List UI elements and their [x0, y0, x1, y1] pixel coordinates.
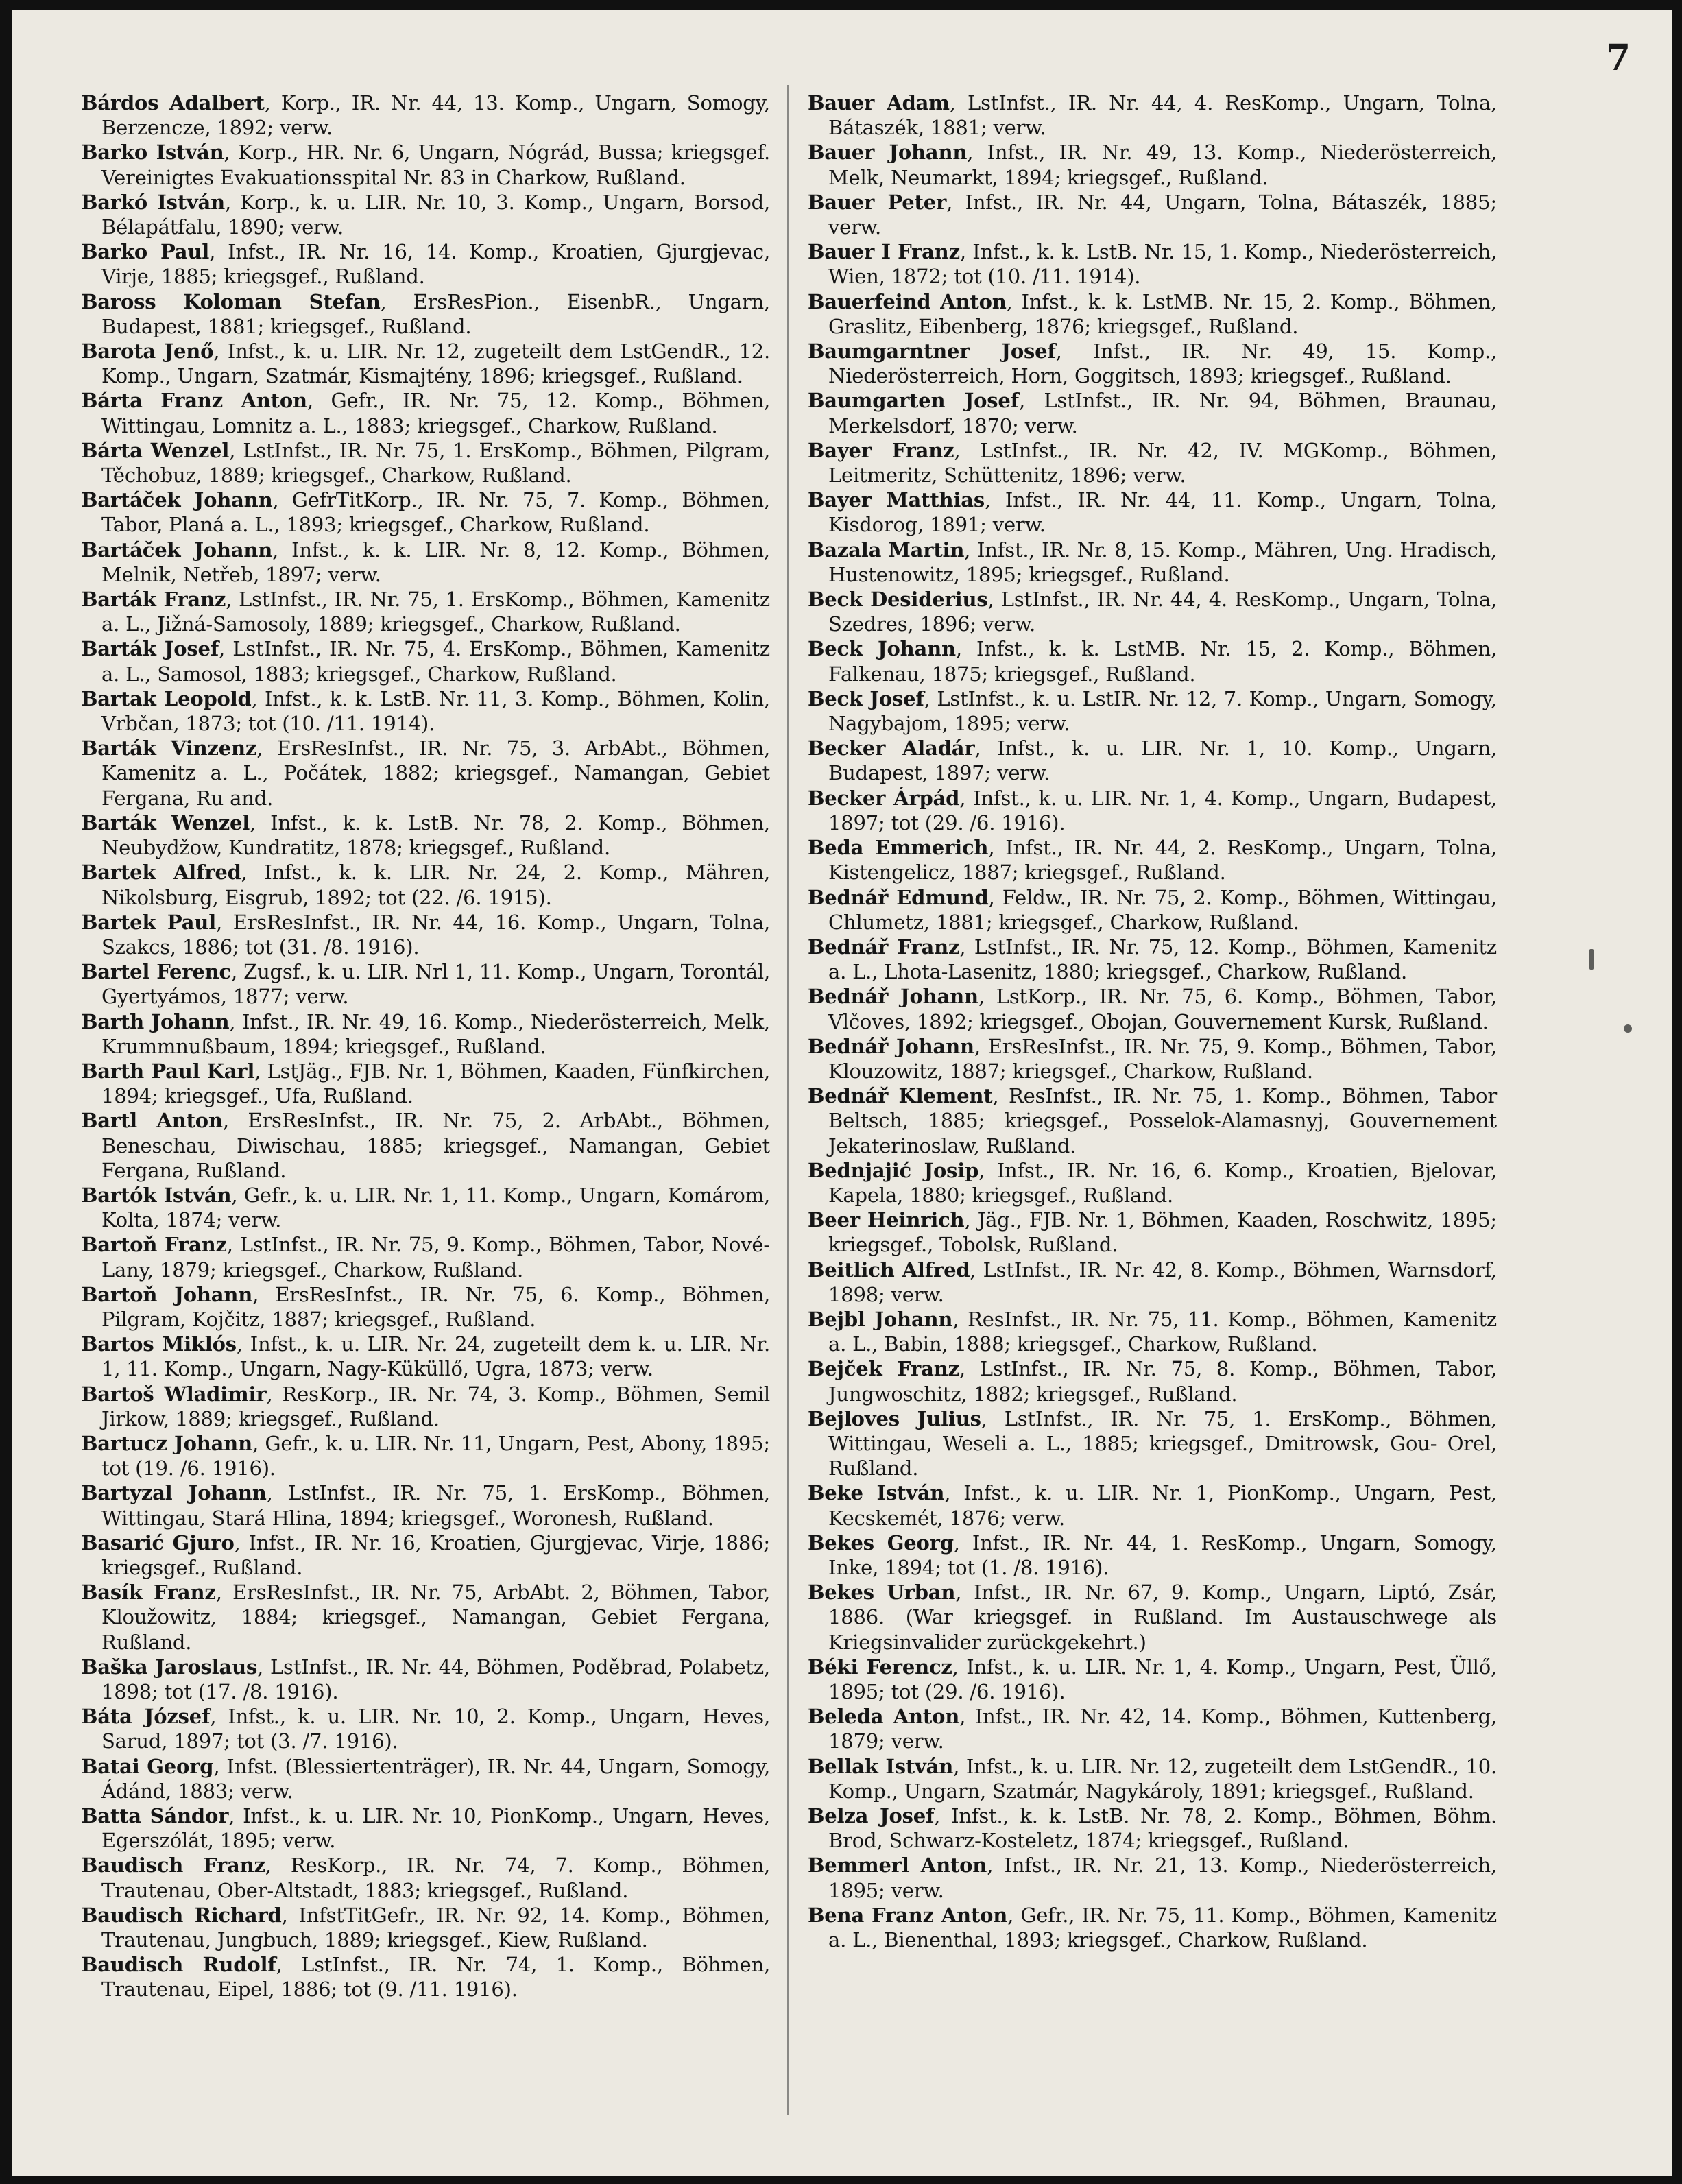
register-entry: [808, 1307, 1497, 1356]
entry-details: , Infst., k. k. LstB. Nr. 78, 2. Komp., Böhmen, Neubydžow, Kundratitz, 1878; kriegsgef., Rußland.: [101, 811, 771, 860]
entry-name: Bartek Paul: [81, 910, 217, 934]
register-entry: [808, 1655, 1497, 1704]
entry-name: Beleda Anton: [808, 1705, 960, 1729]
entry-name: Bazala Martin: [808, 538, 965, 562]
register-entry: [808, 1754, 1497, 1803]
entry-name: Barth Johann: [81, 1009, 230, 1033]
register-entry: [81, 438, 770, 488]
entry-details: , LstInfst., IR. Nr. 75, 1. ErsKomp., Böhmen, Wittingau, Weseli a. L., 1885; kriegsgef., Dmitrowsk, Gou- Orel, Rußland.: [828, 1406, 1497, 1480]
entry-details: , Infst., IR. Nr. 16, 6. Komp., Kroatien, Bjelovar, Kapela, 1880; kriegsgef., Rußland.: [828, 1158, 1497, 1207]
column-divider: [787, 85, 789, 2115]
entry-name: Beda Emmerich: [808, 836, 989, 860]
entry-name: Bartoš Wladimir: [81, 1382, 267, 1406]
document-page: [12, 10, 1672, 2176]
register-entry: [81, 736, 770, 811]
register-entry: [81, 1332, 770, 1381]
entry-name: Belza Josef: [808, 1804, 935, 1828]
entry-details: , ResInfst., IR. Nr. 75, 11. Komp., Böhmen, Kamenitz a. L., Babin, 1888; kriegsgef., Charkow, Rußland.: [828, 1307, 1497, 1356]
entry-name: Barták Vinzenz: [81, 736, 257, 760]
register-entry: [81, 1282, 770, 1332]
register-entry: [81, 1431, 770, 1480]
entry-name: Báta József: [81, 1705, 211, 1729]
entry-details: , Infst., k. k. LstB. Nr. 78, 2. Komp., Böhmen, Böhm. Brod, Schwarz-Kosteletz, 1874; kriegsgef., Rußland.: [828, 1804, 1497, 1853]
entry-name: Baudisch Richard: [81, 1903, 282, 1927]
register-entry: [81, 636, 770, 686]
register-entry: [808, 1531, 1497, 1580]
register-entry: [808, 636, 1497, 686]
entry-details: , LstInfst., IR. Nr. 75, 1. ErsKomp., Böhmen, Kamenitz a. L., Jižná-Samosoly, 1889; kriegsgef., Charkow, Rußland.: [101, 588, 770, 636]
register-entry: [808, 239, 1497, 289]
entry-details: , Infst., k. u. LIR. Nr. 1, PionKomp., Ungarn, Pest, Kecskemét, 1876; verw.: [828, 1481, 1497, 1530]
entry-name: Beitlich Alfred: [808, 1258, 970, 1282]
register-entry: [808, 736, 1497, 785]
entry-details: , LstInfst., IR. Nr. 42, 8. Komp., Böhmen, Warnsdorf, 1898; verw.: [828, 1258, 1498, 1306]
entry-details: , LstInfst., IR. Nr. 44, Böhmen, Poděbrad, Polabetz, 1898; tot (17. /8. 1916).: [101, 1655, 770, 1703]
entry-details: , Infst., IR. Nr. 42, 14. Komp., Böhmen, Kuttenberg, 1879; verw.: [828, 1705, 1497, 1753]
entry-details: , Infst., k. k. LIR. Nr. 24, 2. Komp., Mähren, Nikolsburg, Eisgrub, 1892; tot (22. /6. 1915).: [101, 861, 771, 909]
entry-details: , Infst., IR. Nr. 49, 16. Komp., Niederösterreich, Melk, Krummnußbaum, 1894; kriegsgef., Rußland.: [101, 1009, 771, 1058]
register-entry: [808, 1083, 1497, 1158]
entry-name: Bellak István: [808, 1754, 954, 1778]
entry-name: Becker Aladár: [808, 736, 975, 760]
entry-details: , Infst., k. u. LIR. Nr. 1, 4. Komp., Ungarn, Budapest, 1897; tot (29. /6. 1916).: [828, 786, 1498, 835]
entry-details: , Infst., IR. Nr. 44, Ungarn, Tolna, Bátaszék, 1885; verw.: [828, 190, 1497, 239]
register-entry: [808, 786, 1497, 835]
entry-details: , LstInfst., IR. Nr. 42, IV. MGKomp., Böhmen, Leitmeritz, Schüttenitz, 1896; verw.: [828, 438, 1497, 488]
entry-details: , Infst., k. u. LIR. Nr. 10, 2. Komp., Ungarn, Heves, Sarud, 1897; tot (3. /7. 1916).: [101, 1705, 770, 1753]
entry-name: Beck Josef: [808, 686, 924, 710]
entry-details: , LstKorp., IR. Nr. 75, 6. Komp., Böhmen, Tabor, Vlčoves, 1892; kriegsgef., Obojan, Gouvernement Kursk, Rußland.: [828, 985, 1498, 1033]
register-entry: [808, 835, 1497, 885]
register-entry: [808, 1853, 1497, 1902]
register-entry: [808, 538, 1497, 587]
entry-details: , LstInfst., IR. Nr. 94, Böhmen, Braunau, Merkelsdorf, 1870; verw.: [828, 389, 1498, 437]
register-entry: [808, 984, 1497, 1033]
entry-name: Bárdos Adalbert: [81, 91, 265, 115]
entry-name: Barták Franz: [81, 588, 226, 612]
register-entry: [81, 910, 770, 959]
entry-name: Beer Heinrich: [808, 1208, 965, 1232]
register-entry: [808, 1406, 1497, 1481]
entry-details: , Infst., IR. Nr. 67, 9. Komp., Ungarn, Liptó, Zsár, 1886. (War kriegsgef. in Rußland. Im Austauschwege als Kriegsinvalider zurückgekehrt.): [828, 1581, 1497, 1654]
register-entry: [81, 1108, 770, 1183]
entry-name: Bejloves Julius: [808, 1406, 981, 1430]
entry-details: , LstInfst., IR. Nr. 75, 8. Komp., Böhmen, Tabor, Jungwoschitz, 1882; kriegsgef., Rußland.: [828, 1357, 1498, 1406]
entry-details: , Infst., k. k. LIR. Nr. 8, 12. Komp., Böhmen, Melnik, Netřeb, 1897; verw.: [101, 538, 770, 586]
register-entry: [81, 860, 770, 909]
register-entry: [808, 339, 1497, 388]
entry-details: , LstInfst., IR. Nr. 44, 4. ResKomp., Ungarn, Tolna, Bátaszék, 1881; verw.: [828, 91, 1498, 140]
register-entry: [81, 811, 770, 860]
entry-details: , Feldw., IR. Nr. 75, 2. Komp., Böhmen, Wittingau, Chlumetz, 1881; kriegsgef., Charkow, Rußland.: [828, 885, 1497, 934]
page-number: 7: [1605, 37, 1631, 79]
entry-name: Bartók István: [81, 1183, 232, 1207]
register-entry: [81, 1853, 770, 1902]
entry-details: , Infst., k. u. LIR. Nr. 1, 10. Komp., Ungarn, Budapest, 1897; verw.: [828, 736, 1497, 785]
register-entry: [81, 1531, 770, 1580]
register-entry: [808, 935, 1497, 984]
entry-name: Barták Wenzel: [81, 811, 250, 835]
register-entry: [81, 1952, 770, 2002]
entry-name: Bartoň Johann: [81, 1282, 253, 1306]
register-entry: [808, 388, 1497, 437]
entry-name: Bednář Franz: [808, 935, 960, 959]
register-entry: [81, 1059, 770, 1108]
entry-details: , InfstTitGefr., IR. Nr. 92, 14. Komp., Böhmen, Trautenau, Jungbuch, 1889; kriegsgef., Kiew, Rußland.: [101, 1903, 770, 1952]
register-entry: [81, 1183, 770, 1232]
entry-name: Bartoň Franz: [81, 1233, 227, 1257]
entry-details: , ResKorp., IR. Nr. 74, 7. Komp., Böhmen, Trautenau, Ober-Altstadt, 1883; kriegsgef., Rußland.: [101, 1853, 770, 1902]
print-speck: [1624, 1024, 1632, 1033]
entry-name: Beck Desiderius: [808, 588, 988, 612]
register-entry: [81, 1704, 770, 1753]
register-entry: [808, 1480, 1497, 1530]
entry-name: Bednář Johann: [808, 1034, 974, 1058]
entry-name: Bednář Klement: [808, 1084, 993, 1108]
entry-details: , LstInfst., IR. Nr. 74, 1. Komp., Böhmen, Trautenau, Eipel, 1886; tot (9. /11. 1916).: [101, 1953, 770, 2002]
register-entry: [808, 190, 1497, 239]
entry-name: Bayer Franz: [808, 438, 954, 462]
entry-details: , Jäg., FJB. Nr. 1, Böhmen, Kaaden, Roschwitz, 1895; kriegsgef., Tobolsk, Rußland.: [828, 1208, 1497, 1257]
register-entry: [808, 1158, 1497, 1208]
entry-name: Basík Franz: [81, 1581, 216, 1605]
entry-details: , Infst., k. u. LIR. Nr. 12, zugeteilt dem LstGendR., 10. Komp., Ungarn, Szatmár, Nagykároly, 1891; kriegsgef., Rußland.: [828, 1754, 1497, 1803]
entry-details: , Infst., k. u. LIR. Nr. 10, PionKomp., Ungarn, Heves, Egerszólát, 1895; verw.: [101, 1804, 770, 1853]
register-entry: [808, 1356, 1497, 1406]
entry-name: Bednjajić Josip: [808, 1158, 979, 1182]
register-entry: [81, 239, 770, 289]
entry-details: , Gefr., k. u. LIR. Nr. 1, 11. Komp., Ungarn, Komárom, Kolta, 1874; verw.: [101, 1183, 771, 1232]
entry-details: , Infst. (Blessiertenträger), IR. Nr. 44, Ungarn, Somogy, Ádánd, 1883; verw.: [101, 1754, 770, 1803]
entry-details: , GefrTitKorp., IR. Nr. 75, 7. Komp., Böhmen, Tabor, Planá a. L., 1893; kriegsgef., Charkow, Rußland.: [101, 488, 770, 537]
register-entry: [81, 1480, 770, 1530]
register-entry: [81, 1754, 770, 1803]
register-entry: [81, 190, 770, 239]
entry-name: Barko István: [81, 141, 224, 165]
entry-name: Beck Johann: [808, 637, 956, 661]
register-entry: [808, 438, 1497, 488]
register-entry: [81, 587, 770, 636]
register-entry: [808, 587, 1497, 636]
entry-details: , Infst., IR. Nr. 21, 13. Komp., Niederösterreich, 1895; verw.: [828, 1853, 1498, 1902]
register-entry: [81, 289, 770, 339]
entry-details: , Gefr., IR. Nr. 75, 11. Komp., Böhmen, Kamenitz a. L., Bienenthal, 1893; kriegsgef., Charkow, Rußland.: [828, 1903, 1497, 1952]
entry-name: Bena Franz Anton: [808, 1903, 1008, 1927]
entry-details: , Infst., IR. Nr. 49, 15. Komp., Niederösterreich, Horn, Goggitsch, 1893; kriegsgef., Rußland.: [828, 339, 1497, 388]
entry-name: Baumgarntner Josef: [808, 339, 1056, 363]
entry-name: Basarić Gjuro: [81, 1531, 235, 1555]
entry-details: , Infst., IR. Nr. 16, 14. Komp., Kroatien, Gjurgjevac, Virje, 1885; kriegsgef., Rußland.: [101, 240, 770, 289]
entry-name: Becker Árpád: [808, 786, 960, 810]
entry-name: Bayer Matthias: [808, 488, 985, 512]
register-entry: [808, 686, 1497, 736]
entry-name: Bednář Edmund: [808, 885, 989, 909]
register-entry: [81, 140, 770, 189]
entry-name: Bauer Peter: [808, 190, 947, 214]
entry-name: Béki Ferencz: [808, 1655, 952, 1679]
entry-name: Bauer I Franz: [808, 240, 960, 264]
entry-details: , Infst., k. u. LIR. Nr. 12, zugeteilt dem LstGendR., 12. Komp., Ungarn, Szatmár, Kismajtény, 1896; kriegsgef., Rußland.: [101, 339, 770, 388]
entry-details: , Gefr., k. u. LIR. Nr. 11, Ungarn, Pest, Abony, 1895; tot (19. /6. 1916).: [101, 1431, 770, 1480]
register-entry: [81, 538, 770, 587]
register-entry: [808, 289, 1497, 339]
register-entry: [808, 1803, 1497, 1853]
entry-name: Barth Paul Karl: [81, 1059, 255, 1083]
entry-name: Baška Jaroslaus: [81, 1655, 258, 1679]
entry-name: Bartucz Johann: [81, 1431, 252, 1455]
entry-details: , ResInfst., IR. Nr. 75, 1. Komp., Böhmen, Tabor Beltsch, 1885; kriegsgef., Posselok-Alamasnyj, Gouvernement Jekaterinoslaw, Rußland.: [828, 1084, 1497, 1157]
entry-details: , Zugsf., k. u. LIR. Nrl 1, 11. Komp., Ungarn, Torontál, Gyertyámos, 1877; verw.: [101, 960, 770, 1009]
entry-name: Beke István: [808, 1481, 945, 1505]
entry-name: Bárta Franz Anton: [81, 389, 307, 413]
entry-details: , LstJäg., FJB. Nr. 1, Böhmen, Kaaden, Fünfkirchen, 1894; kriegsgef., Ufa, Rußland.: [101, 1059, 770, 1108]
register-entry: [81, 1009, 770, 1059]
entry-name: Bartek Alfred: [81, 861, 241, 885]
register-entry: [808, 1903, 1497, 1952]
entry-name: Barták Josef: [81, 637, 219, 661]
entry-details: , ErsResPion., EisenbR., Ungarn, Budapest, 1881; kriegsgef., Rußland.: [101, 289, 770, 338]
entry-details: , Infst., k. u. LIR. Nr. 1, 4. Komp., Ungarn, Pest, Üllő, 1895; tot (29. /6. 1916).: [828, 1655, 1497, 1703]
register-entry: [808, 488, 1497, 537]
entry-name: Baumgarten Josef: [808, 389, 1019, 413]
entry-details: , Korp., HR. Nr. 6, Ungarn, Nógrád, Bussa; kriegsgef. Vereinigtes Evakuationsspital Nr. 83 in Charkow, Rußland.: [101, 141, 770, 189]
entry-name: Batai Georg: [81, 1754, 214, 1778]
entry-details: , ResKorp., IR. Nr. 74, 3. Komp., Böhmen, Semil Jirkow, 1889; kriegsgef., Rußland.: [101, 1382, 770, 1430]
entry-details: , ErsResInfst., IR. Nr. 44, 16. Komp., Ungarn, Tolna, Szakcs, 1886; tot (31. /8. 1916).: [101, 910, 770, 959]
register-entry: [81, 1382, 770, 1431]
entry-name: Bauer Johann: [808, 141, 968, 165]
entry-name: Bartáček Johann: [81, 488, 273, 512]
register-entry: [81, 488, 770, 537]
entry-name: Bekes Urban: [808, 1581, 956, 1605]
entry-details: , Infst., IR. Nr. 44, 11. Komp., Ungarn, Tolna, Kisdorog, 1891; verw.: [828, 488, 1497, 537]
entry-name: Bauerfeind Anton: [808, 289, 1007, 313]
entry-name: Bartl Anton: [81, 1109, 223, 1133]
entry-details: , ErsResInfst., IR. Nr. 75, 6. Komp., Böhmen, Pilgram, Kojčitz, 1887; kriegsgef., Rußland.: [101, 1282, 770, 1331]
entry-details: , Korp., IR. Nr. 44, 13. Komp., Ungarn, Somogy, Berzencze, 1892; verw.: [101, 91, 770, 140]
entry-details: , LstInfst., k. u. LstIR. Nr. 12, 7. Komp., Ungarn, Somogy, Nagybajom, 1895; verw.: [828, 686, 1497, 736]
entry-details: , ErsResInfst., IR. Nr. 75, 3. ArbAbt., Böhmen, Kamenitz a. L., Počátek, 1882; kriegsgef., Namangan, Gebiet Fergana, Ru and.: [101, 736, 770, 810]
right-column: [808, 91, 1497, 1952]
print-speck: [1589, 949, 1594, 970]
entry-details: , ErsResInfst., IR. Nr. 75, 2. ArbAbt., Böhmen, Beneschau, Diwischau, 1885; kriegsgef., Namangan, Gebiet Fergana, Rußland.: [101, 1109, 770, 1182]
entry-details: , LstInfst., IR. Nr. 75, 1. ErsKomp., Böhmen, Pilgram, Těchobuz, 1889; kriegsgef., Charkow, Rußland.: [101, 438, 771, 488]
entry-name: Bejbl Johann: [808, 1307, 953, 1331]
entry-name: Bartel Ferenc: [81, 960, 231, 984]
entry-name: Bekes Georg: [808, 1531, 954, 1555]
entry-details: , Korp., k. u. LIR. Nr. 10, 3. Komp., Ungarn, Borsod, Bélapátfalu, 1890; verw.: [101, 190, 770, 239]
entry-name: Batta Sándor: [81, 1804, 229, 1828]
register-entry: [808, 1704, 1497, 1753]
register-entry: [81, 91, 770, 140]
entry-name: Baross Koloman Stefan: [81, 289, 381, 313]
entry-details: , Infst., IR. Nr. 44, 2. ResKomp., Ungarn, Tolna, Kistengelicz, 1887; kriegsgef., Rußland.: [828, 836, 1497, 885]
entry-name: Barko Paul: [81, 240, 210, 264]
register-entry: [808, 1258, 1497, 1307]
entry-name: Bárta Wenzel: [81, 438, 230, 462]
entry-details: , LstInfst., IR. Nr. 75, 4. ErsKomp., Böhmen, Kamenitz a. L., Samosol, 1883; kriegsgef., Charkow, Rußland.: [101, 637, 770, 686]
entry-name: Bartáček Johann: [81, 538, 273, 562]
entry-name: Bemmerl Anton: [808, 1853, 987, 1877]
entry-name: Barota Jenő: [81, 339, 214, 363]
entry-details: , Infst., k. k. LstB. Nr. 15, 1. Komp., Niederösterreich, Wien, 1872; tot (10. /11. 1914).: [828, 240, 1497, 289]
entry-details: , LstInfst., IR. Nr. 75, 1. ErsKomp., Böhmen, Wittingau, Stará Hlina, 1894; kriegsgef., Woronesh, Rußland.: [101, 1481, 770, 1530]
entry-details: , Infst., IR. Nr. 44, 1. ResKomp., Ungarn, Somogy, Inke, 1894; tot (1. /8. 1916).: [828, 1531, 1497, 1579]
entry-name: Bednář Johann: [808, 985, 978, 1009]
register-entry: [81, 1580, 770, 1655]
register-entry: [808, 885, 1497, 935]
register-entry: [81, 339, 770, 388]
register-entry: [808, 1034, 1497, 1083]
register-entry: [81, 1655, 770, 1704]
entry-details: , Infst., k. u. LIR. Nr. 24, zugeteilt dem k. u. LIR. Nr. 1, 11. Komp., Ungarn, Nagy-Küküllő, Ugra, 1873; verw.: [101, 1332, 770, 1381]
register-entry: [808, 140, 1497, 189]
register-entry: [81, 686, 770, 736]
entry-details: , ErsResInfst., IR. Nr. 75, ArbAbt. 2, Böhmen, Tabor, Kloužowitz, 1884; kriegsgef., Namangan, Gebiet Fergana, Rußland.: [101, 1581, 770, 1654]
entry-name: Bartos Miklós: [81, 1332, 237, 1356]
entry-name: Bartak Leopold: [81, 686, 252, 710]
entry-details: , Infst., k. k. LstB. Nr. 11, 3. Komp., Böhmen, Kolin, Vrbčan, 1873; tot (10. /11. 1914).: [101, 686, 770, 736]
register-entry: [81, 1232, 770, 1282]
entry-details: , Infst., k. k. LstMB. Nr. 15, 2. Komp., Böhmen, Falkenau, 1875; kriegsgef., Rußland.: [828, 637, 1497, 686]
entry-details: , Gefr., IR. Nr. 75, 12. Komp., Böhmen, Wittingau, Lomnitz a. L., 1883; kriegsgef., Charkow, Rußland.: [101, 389, 770, 437]
register-entry: [81, 959, 770, 1009]
entry-details: , Infst., IR. Nr. 16, Kroatien, Gjurgjevac, Virje, 1886; kriegsgef., Rußland.: [101, 1531, 770, 1579]
register-entry: [81, 1803, 770, 1853]
register-entry: [81, 1903, 770, 1952]
entry-details: , Infst., IR. Nr. 8, 15. Komp., Mähren, Ung. Hradisch, Hustenowitz, 1895; kriegsgef., Rußland.: [828, 538, 1498, 586]
entry-details: , ErsResInfst., IR. Nr. 75, 9. Komp., Böhmen, Tabor, Klouzowitz, 1887; kriegsgef., Charkow, Rußland.: [828, 1034, 1498, 1083]
entry-name: Bartyzal Johann: [81, 1481, 267, 1505]
register-entry: [808, 1208, 1497, 1257]
entry-name: Barkó István: [81, 190, 226, 214]
entry-name: Baudisch Rudolf: [81, 1953, 276, 1977]
entry-details: , LstInfst., IR. Nr. 44, 4. ResKomp., Ungarn, Tolna, Szedres, 1896; verw.: [828, 588, 1498, 636]
entry-name: Bauer Adam: [808, 91, 950, 115]
entry-name: Baudisch Franz: [81, 1853, 265, 1877]
register-entry: [81, 388, 770, 437]
entry-name: Bejček Franz: [808, 1357, 959, 1381]
entry-details: , Infst., k. k. LstMB. Nr. 15, 2. Komp., Böhmen, Graslitz, Eibenberg, 1876; kriegsgef., Rußland.: [828, 289, 1497, 338]
entry-details: , Infst., IR. Nr. 49, 13. Komp., Niederösterreich, Melk, Neumarkt, 1894; kriegsgef., Rußland.: [828, 141, 1497, 189]
left-column: [81, 91, 770, 2002]
entry-details: , LstInfst., IR. Nr. 75, 12. Komp., Böhmen, Kamenitz a. L., Lhota-Lasenitz, 1880; kriegsgef., Charkow, Rußland.: [828, 935, 1497, 984]
register-entry: [808, 91, 1497, 140]
entry-details: , LstInfst., IR. Nr. 75, 9. Komp., Böhmen, Tabor, Nové-Lany, 1879; kriegsgef., Charkow, Rußland.: [101, 1233, 770, 1282]
register-entry: [808, 1580, 1497, 1655]
